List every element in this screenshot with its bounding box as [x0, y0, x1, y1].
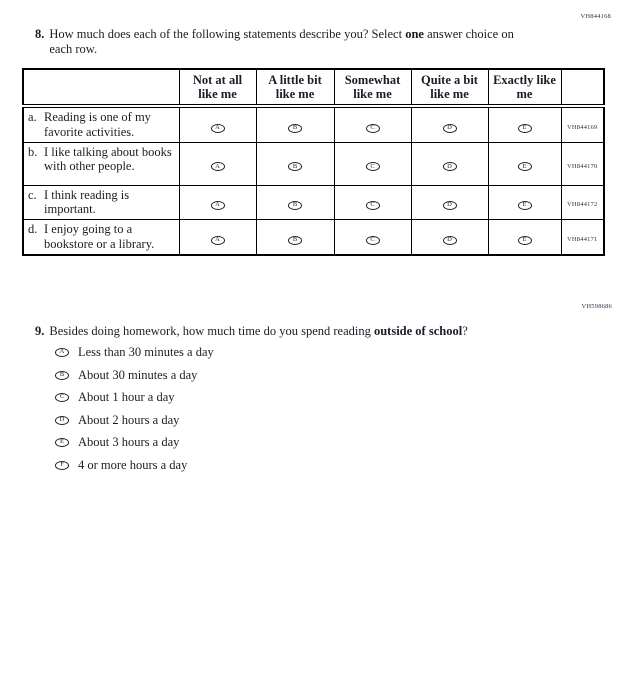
option-row-b	[55, 369, 214, 382]
table-row-a	[23, 106, 604, 142]
statement-cell-a	[23, 106, 179, 142]
answer-bubble-c[interactable]: C	[55, 393, 69, 402]
table-row-c	[23, 185, 604, 220]
item-letter: d.	[28, 222, 38, 236]
option-row-f	[55, 459, 214, 472]
answer-bubble-e[interactable]: E	[518, 162, 532, 171]
question-8	[35, 27, 527, 57]
answer-bubble-b[interactable]: B	[288, 201, 302, 210]
item-letter: a.	[28, 110, 37, 124]
option-label-e: About 3 hours a day	[78, 435, 180, 450]
answer-bubble-d[interactable]: D	[443, 201, 457, 210]
answer-bubble-d[interactable]: D	[443, 124, 457, 133]
answer-bubble-a[interactable]: A	[211, 162, 225, 171]
column-header-not-at-all: Not at all like me	[179, 69, 256, 106]
q9-option-list	[55, 346, 214, 481]
answer-bubble-f[interactable]: F	[55, 461, 69, 470]
answer-bubble-c[interactable]: C	[366, 201, 380, 210]
question-9	[35, 324, 468, 339]
column-header-a-little-bit: A little bit like me	[256, 69, 334, 106]
question9-number: 9.	[35, 324, 45, 338]
question9-prompt-text: Besides doing homework, how much time do you spend reading	[49, 324, 374, 338]
question9-accession-code: VH598686	[581, 303, 612, 310]
answer-bubble-e[interactable]: E	[518, 236, 532, 245]
row-accession-code: VH844171	[567, 235, 598, 243]
option-row-c	[55, 391, 214, 404]
question8-prompt-bold: one	[405, 27, 424, 41]
column-header-quite-a-bit: Quite a bit like me	[411, 69, 488, 106]
q8-response-table	[22, 68, 605, 256]
statement-text: I enjoy going to a bookstore or a library.	[44, 222, 155, 251]
option-label-f: 4 or more hours a day	[78, 457, 188, 472]
answer-bubble-b[interactable]: B	[288, 162, 302, 171]
answer-bubble-d[interactable]: D	[443, 236, 457, 245]
statement-text: I think reading is important.	[44, 187, 130, 217]
answer-bubble-a[interactable]: A	[211, 124, 225, 133]
option-row-a	[55, 346, 214, 359]
table-header-row	[23, 69, 604, 106]
answer-bubble-a[interactable]: A	[211, 236, 225, 245]
column-header-exactly-like-me: Exactly like me	[488, 69, 561, 106]
statement-cell-c	[23, 185, 179, 220]
answer-bubble-e[interactable]: E	[55, 438, 69, 447]
option-label-b: About 30 minutes a day	[78, 367, 198, 382]
answer-bubble-e[interactable]: E	[518, 124, 532, 133]
question9-prompt	[49, 324, 467, 339]
column-header-somewhat: Somewhat like me	[334, 69, 411, 106]
item-letter: b.	[28, 144, 38, 159]
answer-bubble-b[interactable]: B	[288, 236, 302, 245]
statement-cell-d	[23, 220, 179, 255]
item-letter: c.	[28, 187, 37, 202]
question9-prompt-bold: outside of school	[373, 324, 463, 338]
answer-bubble-b[interactable]: B	[55, 371, 69, 380]
question9-prompt-tail: ?	[462, 324, 468, 338]
answer-bubble-a[interactable]: A	[211, 201, 225, 210]
statement-cell-b	[23, 142, 179, 185]
table-row-d	[23, 220, 604, 255]
answer-bubble-b[interactable]: B	[288, 124, 302, 133]
statement-column-header	[23, 69, 179, 106]
option-row-e	[55, 436, 214, 449]
row-accession-code: VH844170	[567, 162, 598, 170]
statement-text: I like talking about books with other people.	[44, 144, 172, 174]
answer-bubble-c[interactable]: C	[366, 162, 380, 171]
option-label-d: About 2 hours a day	[78, 412, 180, 427]
question8-number: 8.	[35, 27, 45, 41]
answer-bubble-c[interactable]: C	[366, 236, 380, 245]
question8-accession-code: VH844168	[580, 13, 611, 20]
answer-bubble-e[interactable]: E	[518, 201, 532, 210]
table-row-b	[23, 142, 604, 185]
answer-bubble-a[interactable]: A	[55, 348, 69, 357]
row-accession-code: VH844169	[567, 123, 598, 131]
option-row-d	[55, 414, 214, 427]
option-label-c: About 1 hour a day	[78, 390, 175, 405]
answer-bubble-d[interactable]: D	[443, 162, 457, 171]
answer-bubble-d[interactable]: D	[55, 416, 69, 425]
answer-bubble-c[interactable]: C	[366, 124, 380, 133]
row-accession-code: VH844172	[567, 201, 598, 209]
code-column-header	[561, 69, 604, 106]
statement-text: Reading is one of my favorite activities.	[44, 110, 151, 139]
option-label-a: Less than 30 minutes a day	[78, 345, 214, 360]
question8-prompt-tail: answer choice on each row.	[49, 27, 514, 56]
question8-prompt	[49, 27, 527, 57]
question8-prompt-text: How much does each of the following statements describe you? Select	[49, 27, 406, 41]
